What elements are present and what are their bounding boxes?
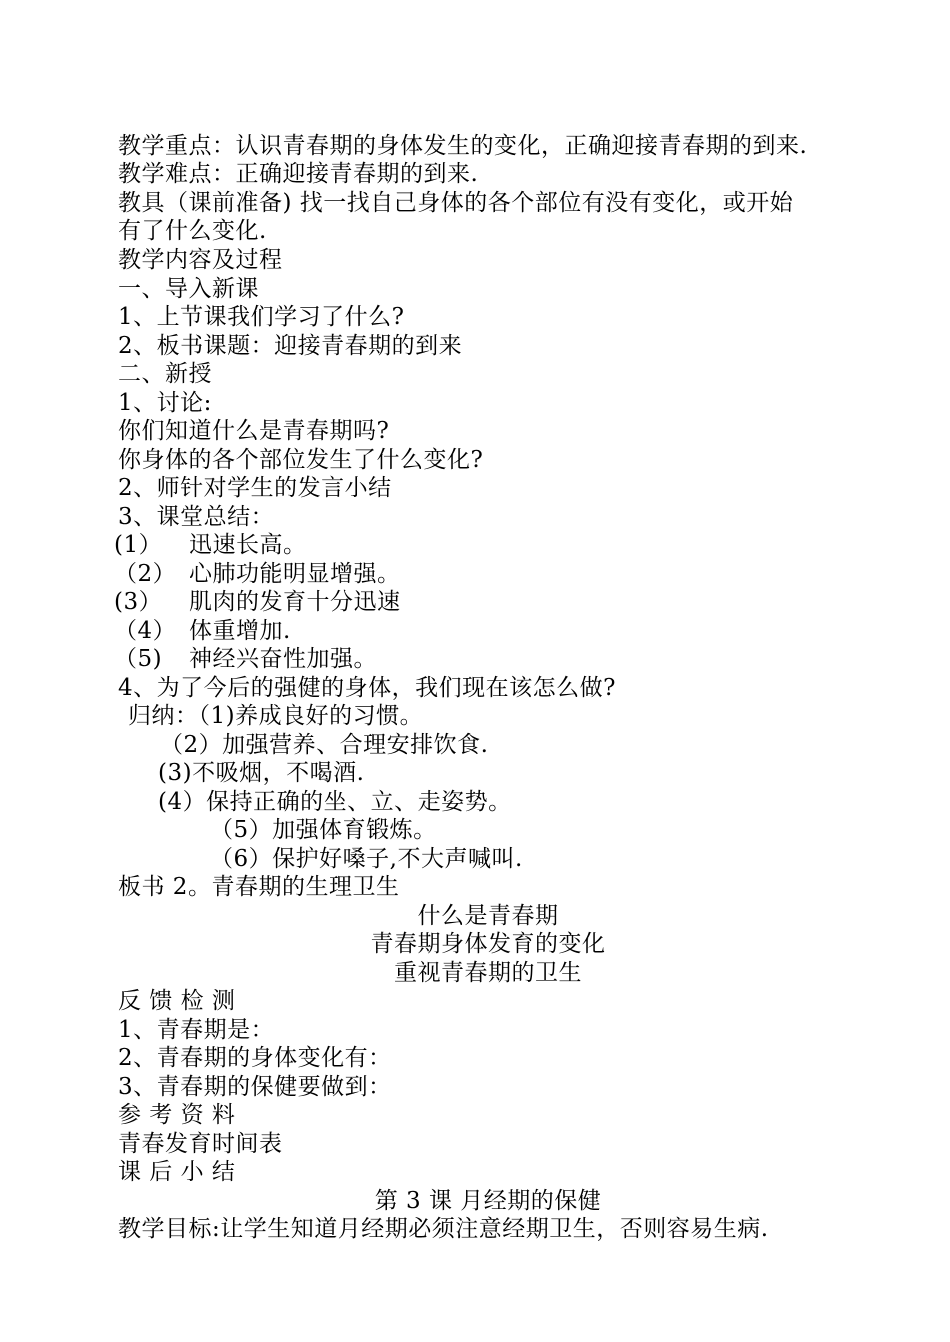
conclusion-1: 归纳：（1)养成良好的习惯。 xyxy=(128,703,424,729)
feedback-q1: 1、青春期是： xyxy=(118,1017,275,1043)
summary-item xyxy=(114,617,291,645)
summary-item-number: （2） xyxy=(114,561,177,587)
summary-item-text: 心肺功能明显增强。 xyxy=(189,561,401,587)
conclusion-2: （2）加强营养、合理安排饮食. xyxy=(160,732,489,758)
reference-heading: 参 考 资 料 xyxy=(118,1102,236,1128)
board-item-1: 什么是青春期 xyxy=(417,903,559,929)
conclusion-3: (3)不吸烟，不喝酒. xyxy=(158,760,365,786)
conclusion-5: （5）加强体育锻炼。 xyxy=(210,817,437,843)
summary-item-number: (3） xyxy=(114,589,163,615)
feedback-heading: 反 馈 检 测 xyxy=(118,988,236,1014)
discussion-q2: 你身体的各个部位发生了什么变化? xyxy=(118,447,484,473)
teaching-aids-line2: 有了什么变化. xyxy=(118,218,267,244)
summary-item-number: （5) xyxy=(114,646,163,672)
summary-item-number: (1） xyxy=(114,532,163,558)
discussion-heading: 1、讨论: xyxy=(118,390,212,416)
feedback-q2: 2、青春期的身体变化有： xyxy=(118,1045,392,1071)
summary-item xyxy=(114,588,401,616)
question-4: 4、为了今后的强健的身体，我们现在该怎么做? xyxy=(118,675,616,701)
intro-item-1: 1、上节课我们学习了什么? xyxy=(118,304,405,330)
teaching-difficulty: 教学难点：正确迎接青春期的到来. xyxy=(118,161,479,187)
summary-item xyxy=(114,560,401,588)
class-summary-heading: 3、课堂总结： xyxy=(118,504,275,530)
after-class-summary: 课 后 小 结 xyxy=(118,1159,236,1185)
section-new: 二、新授 xyxy=(118,361,212,387)
teaching-aids-line1: 教具（课前准备) 找一找自己身体的各个部位有没有变化，或开始 xyxy=(118,190,794,216)
summary-item-number: （4） xyxy=(114,618,177,644)
reference-item: 青春发育时间表 xyxy=(118,1131,283,1157)
summary-item xyxy=(114,645,377,673)
discussion-q1: 你们知道什么是青春期吗? xyxy=(118,418,390,444)
summary-item-text: 神经兴奋性加强。 xyxy=(189,646,377,672)
summary-item xyxy=(114,531,307,559)
content-heading: 教学内容及过程 xyxy=(118,247,283,273)
teacher-summary: 2、师针对学生的发言小结 xyxy=(118,475,392,501)
summary-item-text: 体重增加. xyxy=(189,618,291,644)
summary-item-text: 肌肉的发育十分迅速 xyxy=(189,589,401,615)
board-item-2: 青春期身体发育的变化 xyxy=(370,931,606,957)
section-intro: 一、导入新课 xyxy=(118,276,259,302)
conclusion-6: （6）保护好嗓子,不大声喊叫. xyxy=(210,846,523,872)
conclusion-4: (4）保持正确的坐、立、走姿势。 xyxy=(158,789,512,815)
lesson-3-goal: 教学目标:让学生知道月经期必须注意经期卫生，否则容易生病. xyxy=(118,1216,769,1242)
board-title: 板书 2。青春期的生理卫生 xyxy=(118,874,400,900)
board-item-3: 重视青春期的卫生 xyxy=(394,960,582,986)
feedback-q3: 3、青春期的保健要做到： xyxy=(118,1074,392,1100)
lesson-3-title: 第 3 课 月经期的保健 xyxy=(374,1188,602,1214)
intro-item-2: 2、板书课题：迎接青春期的到来 xyxy=(118,333,463,359)
teaching-focus: 教学重点：认识青春期的身体发生的变化，正确迎接青春期的到来. xyxy=(118,133,808,159)
summary-item-text: 迅速长高。 xyxy=(189,532,307,558)
